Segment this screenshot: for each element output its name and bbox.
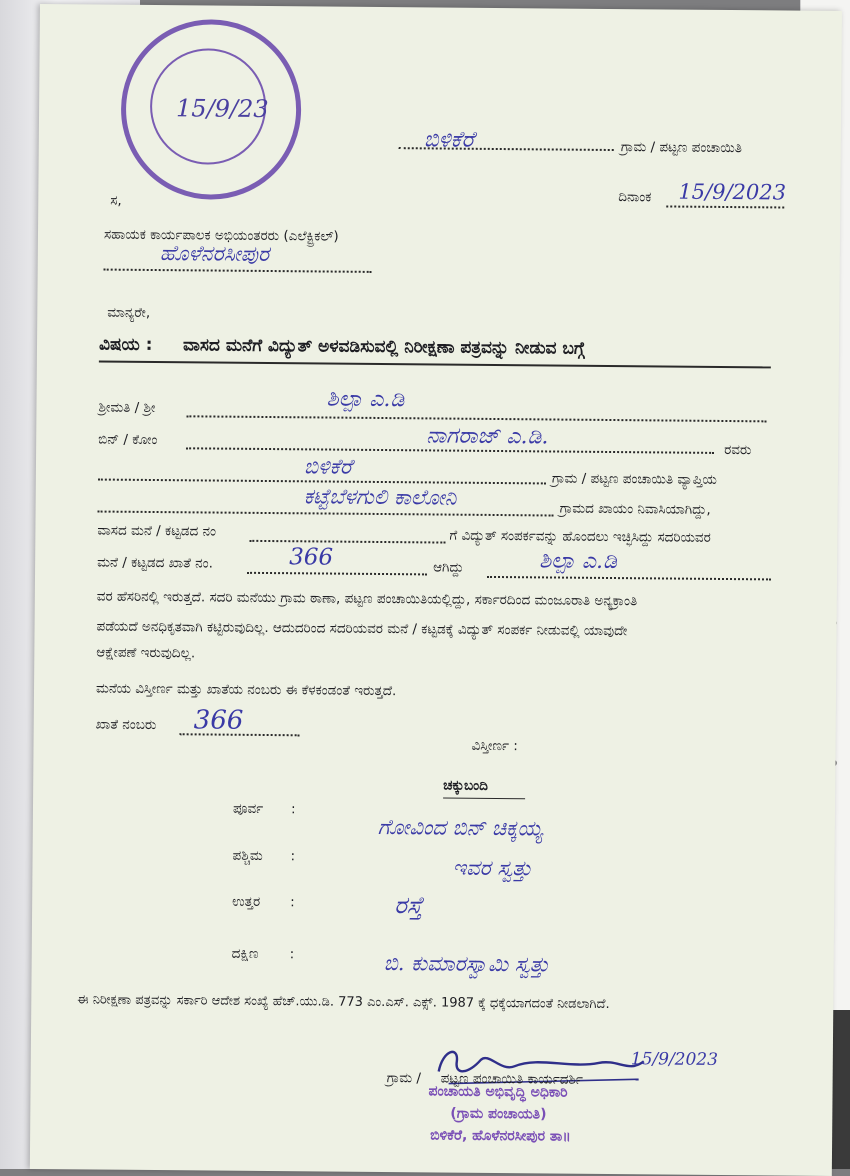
grama-suffix: ಗ್ರಾಮದ ಖಾಯಂ ನಿವಾಸಿಯಾಗಿದ್ದು, [559, 500, 711, 518]
addressee-title: ಸಹಾಯಕ ಕಾರ್ಯಪಾಲಕ ಅಭಿಯಂತರರು (ಎಲೆಕ್ಟ್ರಿಕಲ್) [103, 226, 339, 245]
ravaru-text: ರವರು [724, 441, 752, 459]
south-value: ಬಿ. ಕುಮಾರಸ್ವಾಮಿ ಸ್ವತ್ತು [383, 951, 550, 977]
west-label: ಪಶ್ಚಿಮ [232, 847, 263, 864]
addressee-place-line [104, 269, 372, 273]
east-label: ಪೂರ್ವ [232, 800, 264, 817]
village-suffix: ಗ್ರಾಮ / ಪಟ್ಟಣ ಪಂಚಾಯಿತಿ ವ್ಯಾಪ್ತಿಯ [551, 470, 718, 488]
south-label: ದಕ್ಷಿಣ [231, 945, 259, 962]
subject-label: ವಿಷಯ : [98, 334, 153, 355]
south-colon: : [289, 946, 295, 963]
house-label: ವಾಸದ ಮನೆ / ಕಟ್ಟಡದ ನಂ [97, 522, 217, 540]
date-line [666, 205, 784, 208]
document-page [30, 4, 842, 1176]
name-label: ಶ್ರೀಮತಿ / ಶ್ರೀ [98, 399, 156, 417]
east-value: ಗೋವಿಂದ ಬಿನ್ ಚಿಕ್ಕಯ್ಯ [377, 814, 543, 841]
khata-number-value: 366 [193, 705, 244, 736]
seal-line-2: (ಗ್ರಾಮ ಪಂಚಾಯತಿ) [450, 1105, 547, 1123]
khata-line [247, 572, 427, 576]
east-colon: : [290, 801, 296, 818]
panchayat-name: ಬಿಳಿಕೆರೆ [423, 127, 475, 153]
stamp-date: 15/9/23 [175, 94, 269, 123]
office-round-stamp [120, 19, 302, 201]
body-line-4: ಮನೆಯ ವಿಸ್ತೀರ್ಣ ಮತ್ತು ಖಾತೆಯ ನಂಬರು ಈ ಕೆಳಕಂಡಂತೆ ಇರುತ್ತದೆ. [95, 680, 397, 700]
body-line-3: ಆಕ್ಷೇಪಣೆ ಇರುವುದಿಲ್ಲ. [96, 644, 196, 662]
north-colon: : [290, 894, 295, 911]
body-line-1: ವರ ಹೆಸರಿನಲ್ಲಿ ಇರುತ್ತದೆ. ಸದರಿ ಮನೆಯು ಗ್ರಾಮ ಠಾಣಾ, ಪಟ್ಟಣ ಪಂಚಾಯಿತಿಯಲ್ಲಿದ್ದು, ಸರ್ಕಾರದಿಂದ ಮಂಜೂರಾತಿ ಅನ್ಯಕ್ರಾಂತಿ [96, 588, 638, 610]
khata-value: 366 [289, 544, 334, 571]
north-label: ಉತ್ತರ [232, 893, 261, 910]
addressee-prefix: ಸ, [110, 192, 122, 209]
subject-underline [99, 361, 771, 369]
footer-note: ಈ ನಿರೀಕ್ಷಣಾ ಪತ್ರವನ್ನು ಸರ್ಕಾರಿ ಆದೇಶ ಸಂಖ್ಯೆ ಹೆಚ್.ಯು.ಡಿ. 773 ಎಂ.ಎಸ್. ಎಕ್ಸ್. 1987 ಕ್ಕೆ ಧಕ್ಕೆಯಾಗದಂತೆ ನೀಡಲಾಗಿದೆ. [77, 992, 610, 1013]
khata-label: ಮನೆ / ಕಟ್ಟಡದ ಖಾತೆ ನಂ. [97, 554, 214, 572]
relation-label: ಬಿನ್ / ಕೋಂ [98, 431, 158, 449]
area-label: ವಿಸ್ತೀರ್ಣ : [471, 737, 518, 755]
body-line-2: ಪಡೆಯದೆ ಅನಧಿಕೃತವಾಗಿ ಕಟ್ಟಿರುವುದಿಲ್ಲ. ಆದುದರಿಂದ ಸದರಿಯವರ ಮನೆ / ಕಟ್ಟಡಕ್ಕೆ ವಿದ್ಯುತ್ ಸಂಪರ್ಕ ನೀಡುವಲ್ಲಿ ಯಾವುದೇ [96, 618, 628, 640]
addressee-place: ಹೊಳೆನರಸೀಪುರ [159, 241, 270, 267]
house-line [249, 540, 445, 544]
relation-value: ನಾಗರಾಜ್ ಎ.ಡಿ. [426, 423, 549, 450]
village-value: ಬಿಳಿಕೆರೆ [303, 454, 352, 479]
khata-number-label: ಖಾತೆ ನಂಬರು [95, 716, 157, 734]
seal-line-3: ಬಿಳಿಕೆರೆ, ಹೊಳೆನರಸೀಪುರ ತಾ॥ [430, 1127, 571, 1145]
date-value: 15/9/2023 [678, 179, 787, 205]
salutation: ಮಾನ್ಯರೇ, [107, 304, 151, 321]
aagiddu-text: ಆಗಿದ್ದು [433, 559, 464, 576]
signature-prefix: ಗ್ರಾಮ / [386, 1070, 422, 1087]
name-value: ಶಿಲ್ಪಾ ಎ.ಡಿ [326, 386, 405, 413]
date-label: ದಿನಾಂಕ [618, 189, 652, 206]
panchayat-label: ಗ್ರಾಮ / ಪಟ್ಟಣ ಪಂಚಾಯಿತಿ [620, 139, 743, 157]
name-line [186, 415, 766, 422]
khata-number-line [180, 733, 300, 736]
house-suffix: ಗೆ ವಿದ್ಯುತ್ ಸಂಪರ್ಕವನ್ನು ಹೊಂದಲು ಇಚ್ಛಿಸಿದ್ದು ಸದರಿಯವರ [449, 527, 711, 546]
signature-date: 15/9/2023 [630, 1049, 719, 1070]
boundaries-heading-underline [443, 798, 525, 800]
owner-value: ಶಿಲ್ಪಾ ಎ.ಡಿ [539, 548, 618, 575]
north-value: ರಸ್ತೆ [394, 891, 423, 920]
signature-designation: ಪಟ್ಟಣ ಪಂಚಾಯಿತಿ ಕಾರ್ಯದರ್ಶಿ [440, 1070, 583, 1088]
grama-value: ಕಟ್ಟೆಬೆಳಗುಲಿ ಕಾಲೋನಿ [303, 484, 457, 510]
west-value: ಇವರ ಸ್ವತ್ತು [452, 855, 533, 881]
seal-line-1: ಪಂಚಾಯತಿ ಅಭಿವೃದ್ಧಿ ಅಧಿಕಾರಿ [428, 1083, 568, 1101]
west-colon: : [290, 848, 296, 865]
grama-line [98, 511, 554, 517]
boundaries-heading: ಚಕ್ಕುಬಂದಿ [443, 777, 488, 794]
owner-line [487, 576, 771, 580]
subject-text: ವಾಸದ ಮನೆಗೆ ವಿದ್ಯುತ್ ಅಳವಡಿಸುವಲ್ಲಿ ನಿರೀಕ್ಷಣಾ ಪತ್ರವನ್ನು ನೀಡುವ ಬಗ್ಗೆ [182, 335, 585, 359]
